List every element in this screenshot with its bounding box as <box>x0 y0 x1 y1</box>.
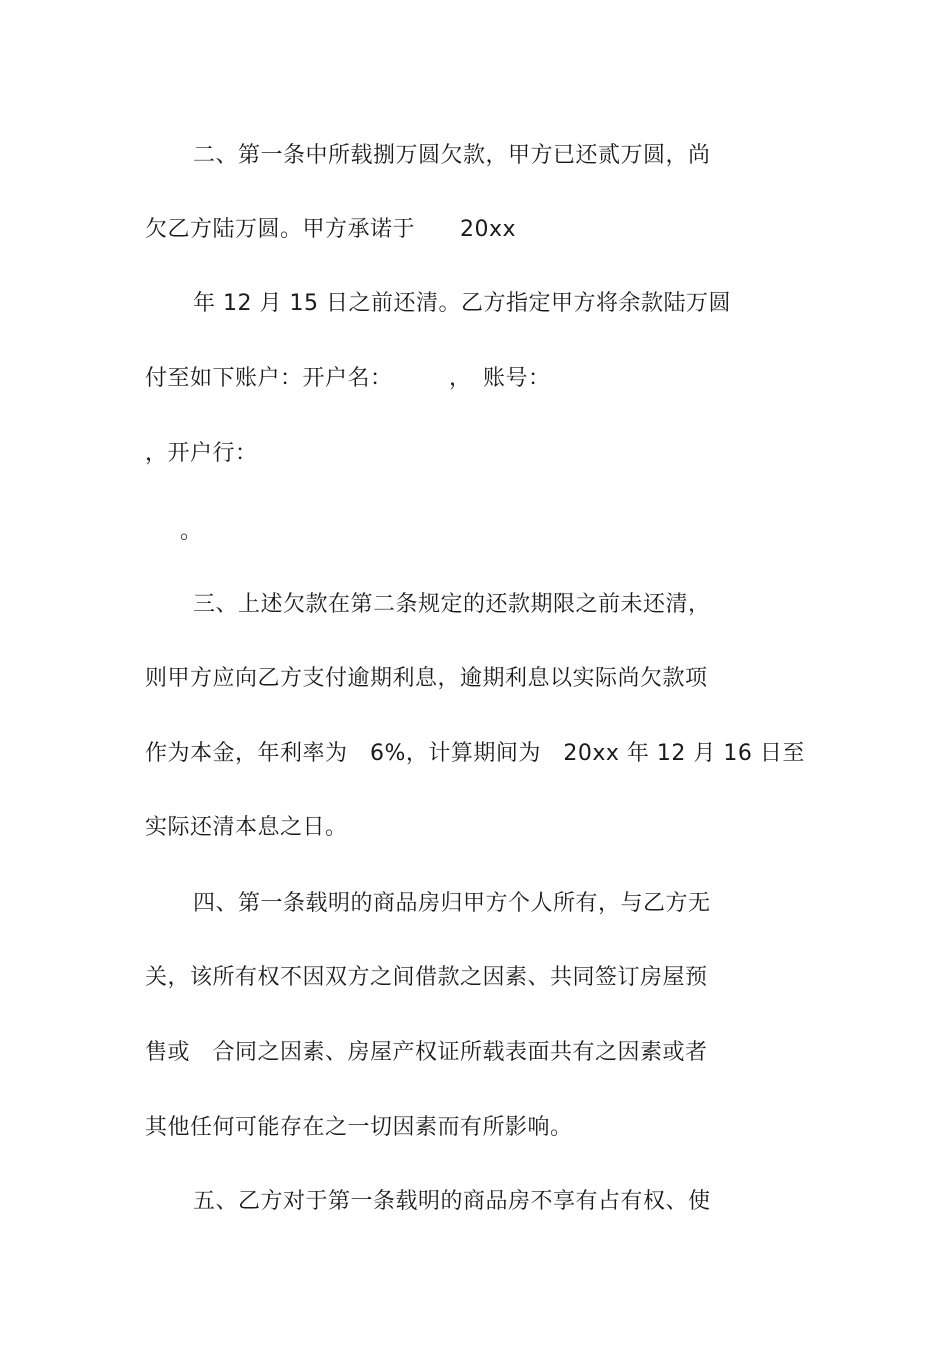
text-line: 三、上述欠款在第二条规定的还款期限之前未还清， <box>193 592 711 617</box>
text-line: 其他任何可能存在之一切因素而有所影响。 <box>145 1115 573 1140</box>
text-line: 作为本金，年利率为 6%，计算期间为 20xx 年 12 月 16 日至 <box>145 741 805 766</box>
text-line: 五、乙方对于第一条载明的商品房不享有占有权、使 <box>193 1189 711 1214</box>
text-line: 关，该所有权不因双方之间借款之因素、共同签订房屋预 <box>145 965 708 990</box>
text-line: 年 12 月 15 日之前还清。乙方指定甲方将余款陆万圆 <box>193 291 731 316</box>
text-line: 。 <box>180 519 203 544</box>
text-line: 付至如下账户：开户名： ， 账号： <box>145 366 551 391</box>
text-line: 售或 合同之因素、房屋产权证所载表面共有之因素或者 <box>145 1040 708 1065</box>
text-line: 则甲方应向乙方支付逾期利息，逾期利息以实际尚欠款项 <box>145 666 708 691</box>
text-line: 实际还清本息之日。 <box>145 815 348 840</box>
text-line: 欠乙方陆万圆。甲方承诺于 20xx <box>145 217 517 242</box>
text-line: 二、第一条中所载捌万圆欠款，甲方已还贰万圆，尚 <box>193 143 711 168</box>
text-line: 四、第一条载明的商品房归甲方个人所有，与乙方无 <box>193 891 711 916</box>
text-line: ，开户行： <box>145 441 258 466</box>
